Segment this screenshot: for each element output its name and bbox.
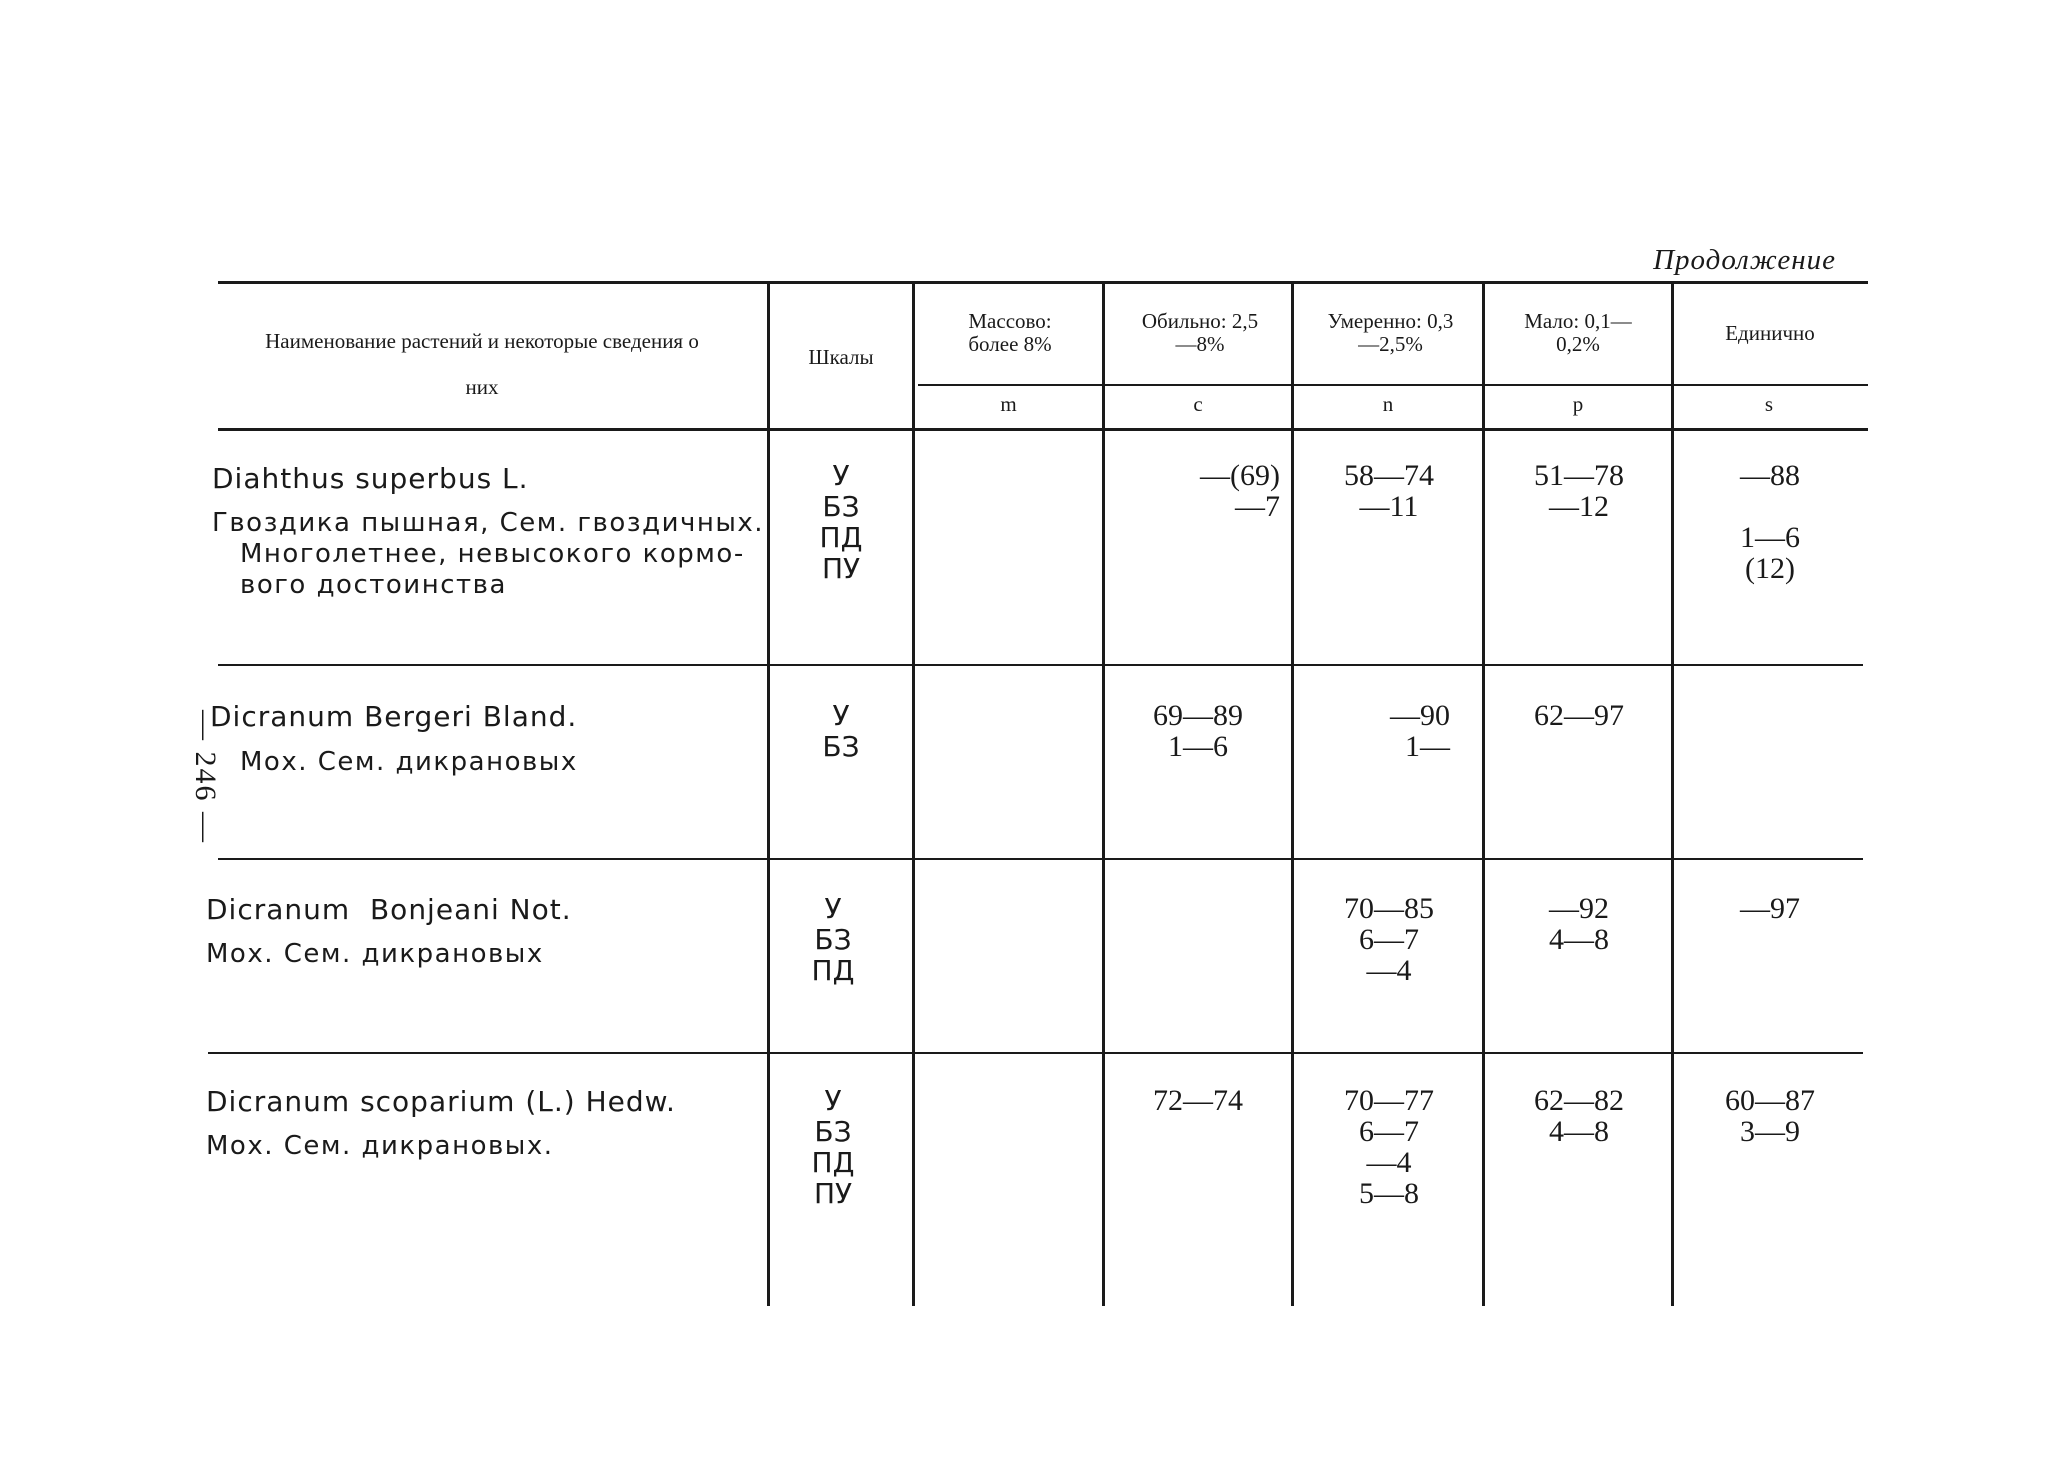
row1-scales: У БЗ ПД ПУ xyxy=(819,459,863,585)
header-few: Мало: 0,1—0,2% xyxy=(1524,309,1632,356)
row4-value-s: 60—87 3—9 xyxy=(1725,1084,1815,1148)
header-name-column: Наименование растений и некоторые сведения о них xyxy=(265,329,699,399)
header-code-n: n xyxy=(1382,392,1394,416)
row1-desc-line2: Многолетнее, невысокого кормо- xyxy=(240,539,745,569)
col-rule-c xyxy=(1102,284,1105,1306)
header-moderate: Умеренно: 0,3—2,5% xyxy=(1327,309,1454,356)
row1-value-s: —88 1—6 (12) xyxy=(1740,459,1800,585)
row4-value-c: 72—74 xyxy=(1153,1084,1243,1117)
col-rule-s xyxy=(1671,284,1674,1306)
row3-desc-line1: Мох. Сем. дикрановых xyxy=(206,939,544,969)
header-code-s: s xyxy=(1764,392,1774,416)
row4-value-n: 70—77 6—7 —4 5—8 xyxy=(1344,1084,1434,1210)
row1-value-n: 58—74 —11 xyxy=(1344,459,1434,523)
row2-latin-name: Dicranum Bergeri Bland. xyxy=(210,700,578,733)
col-rule-p xyxy=(1482,284,1485,1306)
row1-latin-name: Diahthus superbus L. xyxy=(212,462,529,495)
header-code-p: p xyxy=(1572,392,1584,416)
row-divider-1 xyxy=(218,664,1863,666)
header-scales-column: Шкалы xyxy=(808,345,874,369)
row1-value-p: 51—78 —12 xyxy=(1534,459,1624,523)
row2-value-p: 62—97 xyxy=(1534,699,1624,732)
row-divider-2 xyxy=(218,858,1863,860)
header-code-m: m xyxy=(1000,392,1017,416)
row3-value-s: —97 xyxy=(1740,892,1800,925)
page-number: — 246 — xyxy=(189,710,222,844)
row1-desc-line1: Гвоздика пышная, Сем. гвоздичных. xyxy=(212,508,765,538)
row-divider-3 xyxy=(208,1052,1863,1054)
row1-value-c: —(69) —7 xyxy=(1200,459,1280,523)
row4-value-p: 62—82 4—8 xyxy=(1534,1084,1624,1148)
col-rule-m xyxy=(912,284,915,1306)
table-top-rule xyxy=(218,281,1868,284)
row3-scales: У БЗ ПД xyxy=(811,892,855,987)
row4-scales: У БЗ ПД ПУ xyxy=(811,1084,855,1210)
header-bottom-rule xyxy=(218,428,1868,431)
continued-label: Продолжение xyxy=(1653,244,1836,276)
header-code-rule xyxy=(918,384,1868,386)
row2-value-c: 69—89 1—6 xyxy=(1153,699,1243,763)
header-abundant: Обильно: 2,5—8% xyxy=(1141,309,1259,356)
row2-value-n: —90 1— xyxy=(1390,699,1450,763)
header-code-c: c xyxy=(1193,392,1203,416)
row2-scales: У БЗ xyxy=(822,699,860,763)
row3-value-n: 70—85 6—7 —4 xyxy=(1344,892,1434,987)
col-rule-n xyxy=(1291,284,1294,1306)
header-massive: Массово: более 8% xyxy=(968,309,1052,356)
row1-desc-line3: вого достоинства xyxy=(240,570,507,600)
row2-desc-line1: Мох. Сем. дикрановых xyxy=(240,747,578,777)
row3-value-p: —92 4—8 xyxy=(1549,892,1609,956)
row4-desc-line1: Мох. Сем. дикрановых. xyxy=(206,1131,554,1161)
header-single: Единично xyxy=(1725,321,1815,345)
row4-latin-name: Dicranum scoparium (L.) Hedw. xyxy=(206,1085,676,1118)
row3-latin-name: Dicranum Bonjeani Not. xyxy=(206,893,572,926)
